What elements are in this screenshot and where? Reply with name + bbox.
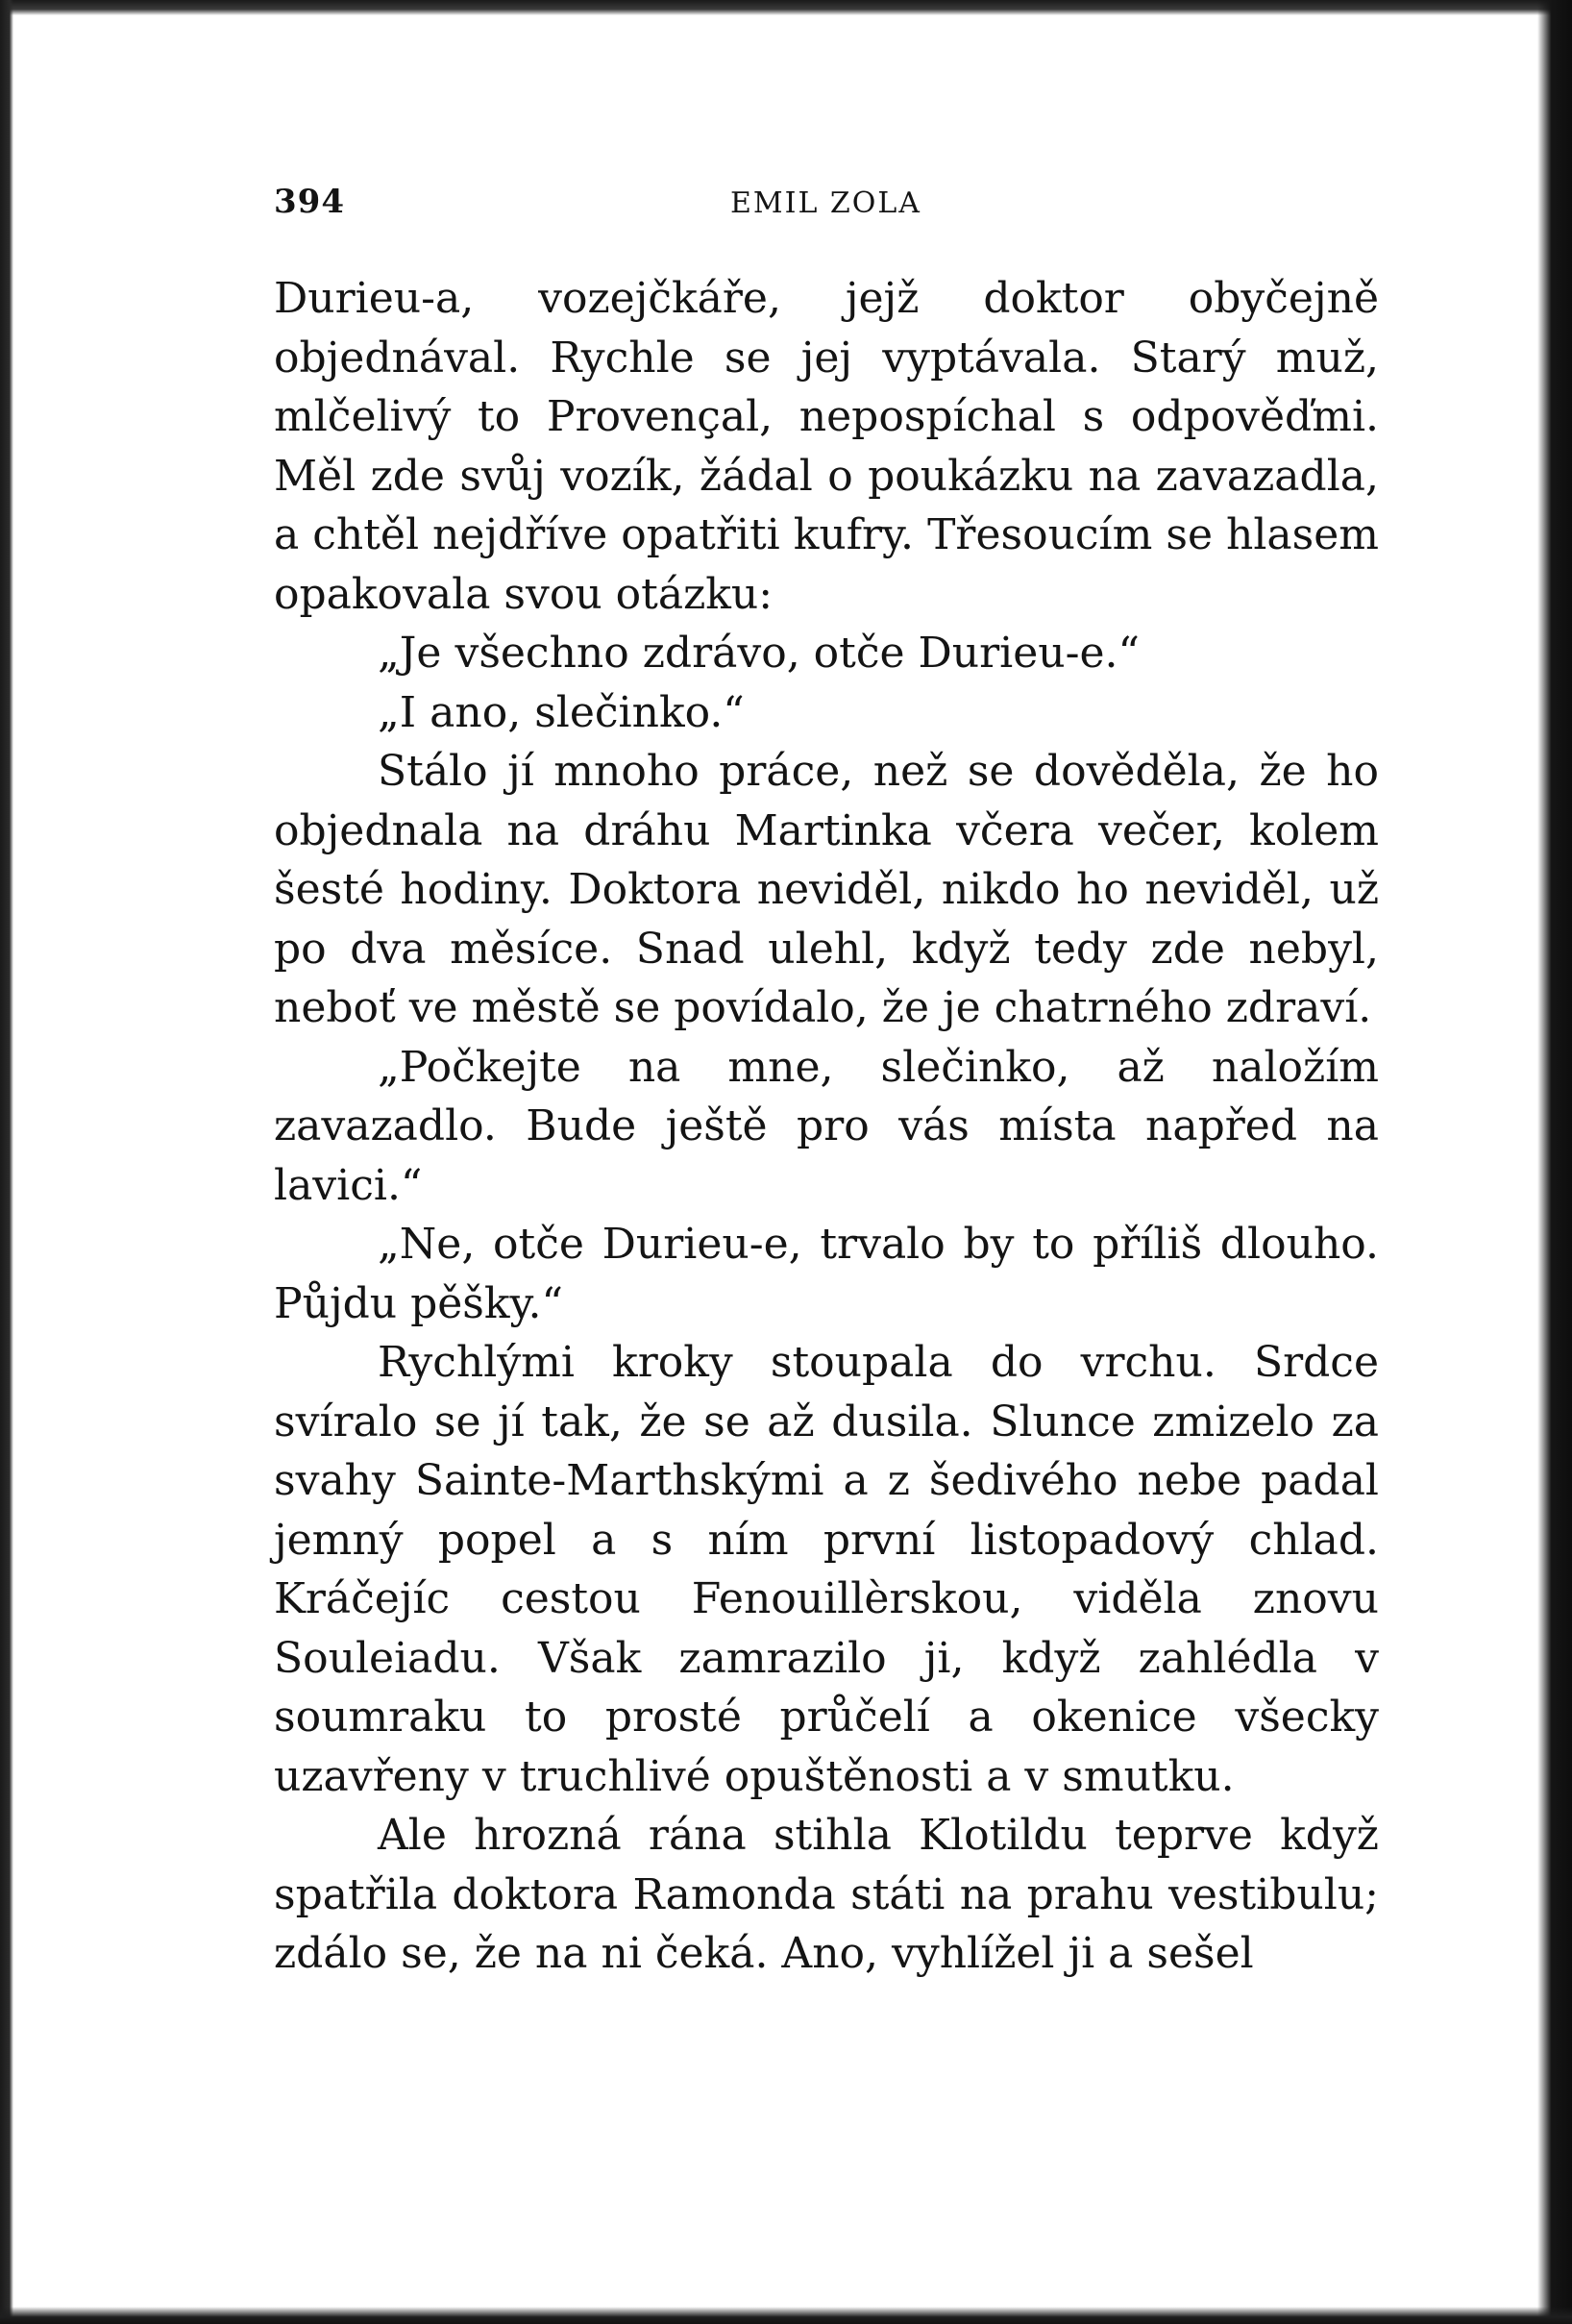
- paragraph: Stálo jí mnoho práce, než se dověděla, že ho objednala na dráhu Martinka včera večer, kolem šesté hodiny. Doktora neviděl, nikdo ho neviděl, už po dva měsíce. Snad ulehl, když tedy zde nebyl, neboť ve městě se povídalo, že je chatrného zdraví.: [274, 747, 1379, 1032]
- paragraph: Durieu-a, vozejčkáře, jejž doktor obyčejně objednával. Rychle se jej vyptávala. Starý muž, mlčelivý to Provençal, nepospíchal s odpověďmi. Měl zde svůj vozík, žádal o poukázku na zavazadla, a chtěl nejdříve opatřiti kufry. Třesoucím se hlasem opakovala svou otázku:: [274, 274, 1379, 619]
- paragraph: „Počkejte na mne, slečinko, až naložím zavazadlo. Bude ještě pro vás místa napřed na lavici.“: [274, 1042, 1379, 1210]
- paragraph: „Ne, otče Durieu-e, trvalo by to příliš dlouho. Půjdu pěšky.“: [274, 1220, 1379, 1328]
- paragraph: Ale hrozná rána stihla Klotildu teprve když spatřila doktora Ramonda státi na prahu vestibulu; zdálo se, že na ni čeká. Ano, vyhlížel ji a sešel: [274, 1811, 1379, 1978]
- paragraph: „Je všechno zdrávo, otče Durieu-e.“: [378, 629, 1140, 678]
- page-number: 394: [274, 183, 345, 221]
- paragraph: Rychlými kroky stoupala do vrchu. Srdce svíralo se jí tak, že se až dusila. Slunce zmizelo za svahy Sainte-Marthskými a z šedivého nebe padal jemný popel a s ním první listopadový chlad. Kráčejíc cestou Fenouillèrskou, viděla znovu Souleiadu. Však zamrazilo ji, když zahlédla v soumraku to prosté průčelí a okenice všecky uzavřeny v truchlivé opuštěnosti a v smutku.: [274, 1338, 1379, 1801]
- scan-edge-top: [0, 0, 1572, 15]
- running-head: [274, 173, 1379, 231]
- paragraph: „I ano, slečinko.“: [378, 687, 745, 737]
- running-head-author: EMIL ZOLA: [730, 186, 921, 220]
- book-page: [274, 173, 1379, 1984]
- body-text: [274, 269, 1379, 1984]
- scan-edge-bottom: [0, 2307, 1572, 2324]
- scan-edge-left: [0, 0, 13, 2324]
- scan-edge-right: [1537, 0, 1572, 2324]
